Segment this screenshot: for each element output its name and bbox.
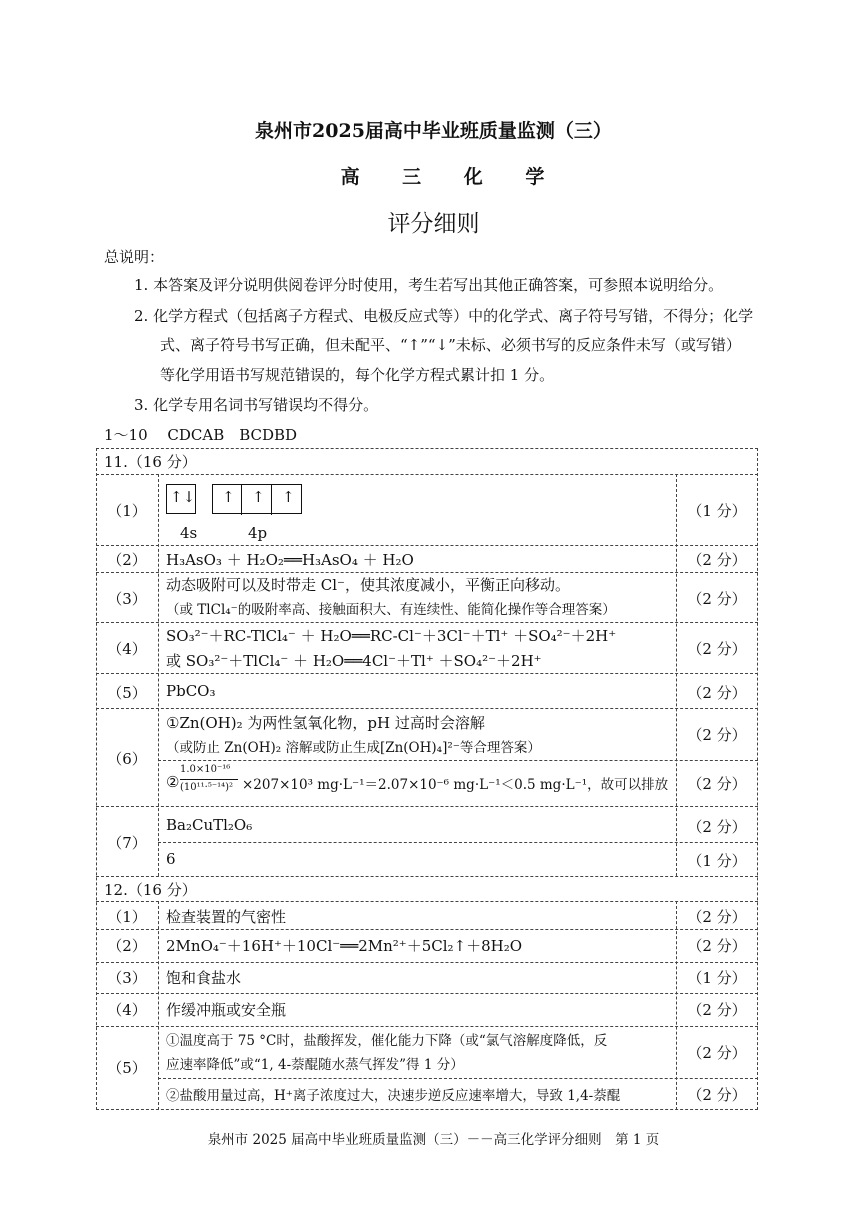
orbital-arrows-4s: ↑↓ bbox=[170, 488, 196, 506]
q11-3-score: （2 分） bbox=[687, 590, 747, 608]
q11-5-score: （2 分） bbox=[687, 684, 747, 702]
document-name: 评分细则 bbox=[387, 211, 480, 237]
q12-5-score-1: （2 分） bbox=[687, 1044, 747, 1062]
q11-6-fraction-numerator: 1.0×10⁻¹⁶ bbox=[180, 764, 231, 775]
q11-7-score-1: （2 分） bbox=[687, 818, 747, 836]
q11-6-answer-line1: ①Zn(OH)₂ 为两性氢氧化物，pH 过高时会溶解 bbox=[166, 714, 485, 732]
q11-3-number: （3） bbox=[107, 590, 147, 608]
q12-5-answer-line2: 应速率降低”或“1, 4-萘醌随水蒸气挥发”得 1 分） bbox=[166, 1057, 464, 1073]
q12-3-number: （3） bbox=[107, 969, 147, 987]
q11-2-number: （2） bbox=[107, 551, 147, 569]
orbital-label-4p: 4p bbox=[248, 524, 268, 542]
q12-5-answer-line1: ①温度高于 75 °C时，盐酸挥发，催化能力下降（或“氯气溶解度降低，反 bbox=[166, 1033, 608, 1049]
q11-7-answer-2: 6 bbox=[166, 850, 176, 868]
q11-2-score: （2 分） bbox=[687, 551, 747, 569]
general-item-3: 3. 化学专用名词书写错误均不得分。 bbox=[134, 396, 379, 414]
q12-1-number: （1） bbox=[107, 908, 147, 926]
q11-5-number: （5） bbox=[107, 684, 147, 702]
q11-6-answer-line2: （或防止 Zn(OH)₂ 溶解或防止生成[Zn(OH)₄]²⁻等合理答案） bbox=[166, 740, 541, 756]
q11-4-number: （4） bbox=[107, 640, 147, 658]
q11-7-score-2: （1 分） bbox=[687, 852, 747, 870]
q12-3-answer: 饱和食盐水 bbox=[166, 969, 242, 987]
page-title: 泉州市2025届高中毕业班质量监测（三） bbox=[255, 120, 612, 142]
q12-2-score: （2 分） bbox=[687, 937, 747, 955]
q11-4-answer-line2: 或 SO₃²⁻＋TlCl₄⁻ ＋ H₂O══4Cl⁻＋Tl⁺ ＋SO₄²⁻＋2H⁺ bbox=[166, 652, 542, 670]
q11-1-score: （1 分） bbox=[687, 502, 747, 520]
general-heading: 总说明： bbox=[104, 248, 165, 266]
q11-6-circle-2: ② bbox=[166, 773, 180, 791]
q11-6-score-1: （2 分） bbox=[687, 726, 747, 744]
q11-4-answer-line1: SO₃²⁻＋RC-TlCl₄⁻ ＋ H₂O══RC-Cl⁻＋3Cl⁻＋Tl⁺ ＋SO₄²⁻＋2H⁺ bbox=[166, 627, 617, 645]
q11-1-number: （1） bbox=[107, 502, 147, 520]
q12-3-score: （1 分） bbox=[687, 969, 747, 987]
q11-6-fraction-denominator: (10¹¹·⁵⁻¹⁴)² bbox=[180, 782, 234, 793]
page-footer: 泉州市 2025 届高中毕业班质量监测（三）－－高三化学评分细则 第 1 页 bbox=[207, 1132, 660, 1148]
q12-1-score: （2 分） bbox=[687, 908, 747, 926]
orbital-arrow-4p-3: ↑ bbox=[282, 488, 295, 506]
general-item-1: 1. 本答案及评分说明供阅卷评分时使用，考生若写出其他正确答案，可参照本说明给分。 bbox=[134, 276, 724, 294]
q12-header: 12.（16 分） bbox=[104, 881, 197, 899]
q11-6-score-2: （2 分） bbox=[687, 775, 747, 793]
q12-2-number: （2） bbox=[107, 937, 147, 955]
general-item-2b: 式、离子符号书写正确，但未配平、“↑”“↓”未标、必须书写的反应条件未写（或写错） bbox=[160, 336, 741, 354]
q12-5-score-2: （2 分） bbox=[687, 1086, 747, 1104]
q11-4-score: （2 分） bbox=[687, 640, 747, 658]
general-item-2a: 2. 化学方程式（包括离子方程式、电极反应式等）中的化学式、离子符号写错，不得分；化学 bbox=[134, 307, 754, 325]
q12-4-number: （4） bbox=[107, 1001, 147, 1019]
q11-3-answer-line2: （或 TlCl₄⁻的吸附率高、接触面积大、有连续性、能简化操作等合理答案） bbox=[166, 602, 616, 618]
orbital-arrow-4p-1: ↑ bbox=[222, 488, 235, 506]
q12-4-score: （2 分） bbox=[687, 1001, 747, 1019]
q12-5-answer-line3: ②盐酸用量过高，H⁺离子浓度过大，决速步逆反应速率增大，导致 1,4-萘醌 bbox=[166, 1088, 621, 1104]
q11-5-answer: PbCO₃ bbox=[166, 682, 216, 700]
q12-4-answer: 作缓冲瓶或安全瓶 bbox=[166, 1001, 287, 1019]
subject-title: 高 三 化 学 bbox=[340, 166, 563, 188]
q12-1-answer: 检查装置的气密性 bbox=[166, 908, 287, 926]
q11-7-number: （7） bbox=[107, 834, 147, 852]
q12-5-number: （5） bbox=[107, 1059, 147, 1077]
q11-6-answer-calc: ×207×10³ mg·L⁻¹＝2.07×10⁻⁶ mg·L⁻¹＜0.5 mg·L⁻¹，故可以排放 bbox=[242, 777, 669, 793]
mc-answers: 1～10 CDCAB BCDBD bbox=[104, 426, 298, 444]
q11-3-answer-line1: 动态吸附可以及时带走 Cl⁻，使其浓度减小，平衡正向移动。 bbox=[166, 576, 570, 594]
orbital-label-4s: 4s bbox=[180, 524, 198, 542]
q11-6-number: （6） bbox=[107, 750, 147, 768]
q12-2-answer: 2MnO₄⁻＋16H⁺＋10Cl⁻══2Mn²⁺＋5Cl₂↑＋8H₂O bbox=[166, 937, 523, 955]
q11-2-answer: H₃AsO₃ ＋ H₂O₂══H₃AsO₄ ＋ H₂O bbox=[166, 551, 414, 569]
general-item-2c: 等化学用语书写规范错误的，每个化学方程式累计扣 1 分。 bbox=[160, 366, 555, 384]
orbital-arrow-4p-2: ↑ bbox=[252, 488, 265, 506]
q11-7-answer-1: Ba₂CuTl₂O₆ bbox=[166, 816, 253, 834]
q11-header: 11.（16 分） bbox=[104, 453, 197, 471]
